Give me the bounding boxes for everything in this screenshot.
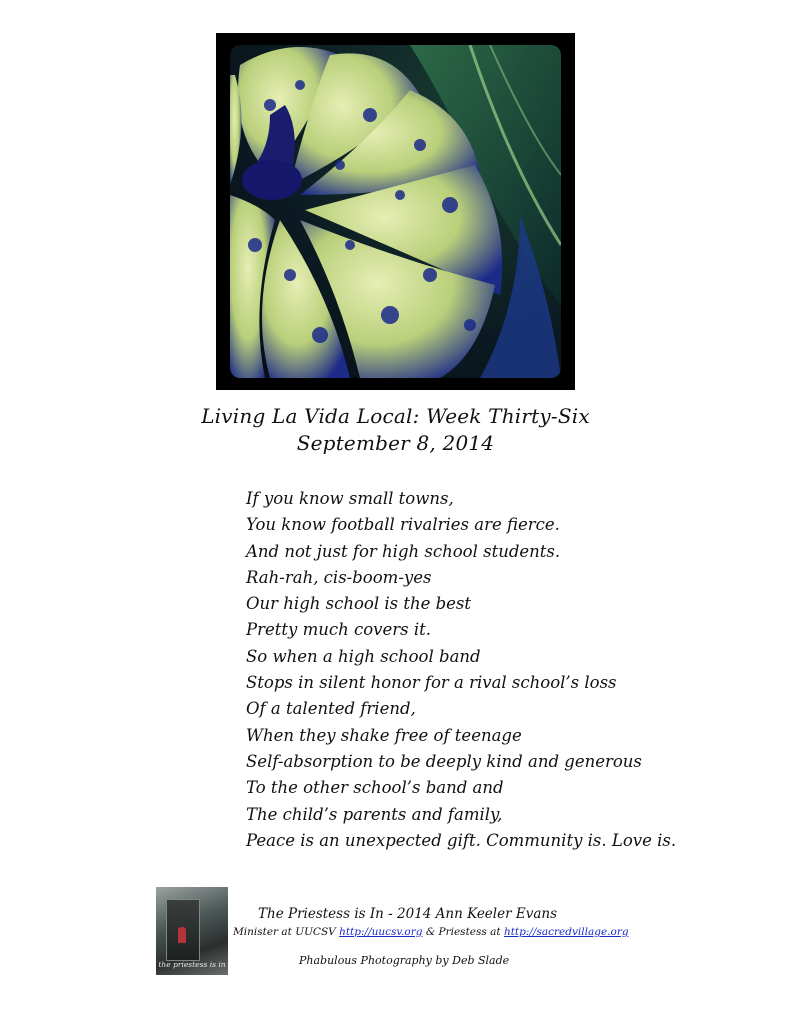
figure-graphic [178, 927, 186, 943]
squash-photo [230, 45, 561, 378]
priestess-logo-image [156, 887, 228, 975]
poem-line: Pretty much covers it. [246, 620, 431, 640]
photo-credit: Phabulous Photography by Deb Slade [299, 954, 510, 967]
logo-caption: the priestess is in [158, 960, 226, 969]
squash-illustration [230, 45, 561, 378]
page-date: September 8, 2014 [296, 431, 495, 455]
poem-line: Self-absorption to be deeply kind and generous [246, 751, 642, 771]
poem-line: Rah-rah, cis-boom-yes [246, 567, 432, 587]
priestess-label: & Priestess at [422, 926, 504, 938]
poem-line: And not just for high school students. [246, 541, 561, 561]
poem-line: When they shake free of teenage [246, 725, 522, 745]
poem-line: You know football rivalries are fierce. [246, 515, 560, 535]
poem-line: Peace is an unexpected gift. Community is. Love is. [246, 830, 677, 850]
poem-line: The child’s parents and family, [246, 804, 503, 824]
page-title: Living La Vida Local: Week Thirty-Six [201, 404, 590, 428]
poem-line: Of a talented friend, [246, 699, 416, 719]
affiliation-line [233, 926, 629, 938]
poem-line: If you know small towns, [246, 489, 454, 508]
author-credit: The Priestess is In - 2014 Ann Keeler Evans [258, 906, 558, 922]
uucsv-link[interactable]: http://uucsv.org [339, 926, 423, 938]
sacred-village-link[interactable]: http://sacredvillage.org [503, 926, 629, 938]
featured-photo [216, 33, 575, 390]
poem-line: Our high school is the best [246, 594, 472, 614]
poem [246, 486, 676, 854]
poem-line: To the other school’s band and [246, 778, 504, 798]
minister-label: Minister at UUCSV [233, 926, 340, 938]
poem-line: Stops in silent honor for a rival school’s loss [246, 673, 617, 693]
poem-line: So when a high school band [246, 646, 481, 666]
